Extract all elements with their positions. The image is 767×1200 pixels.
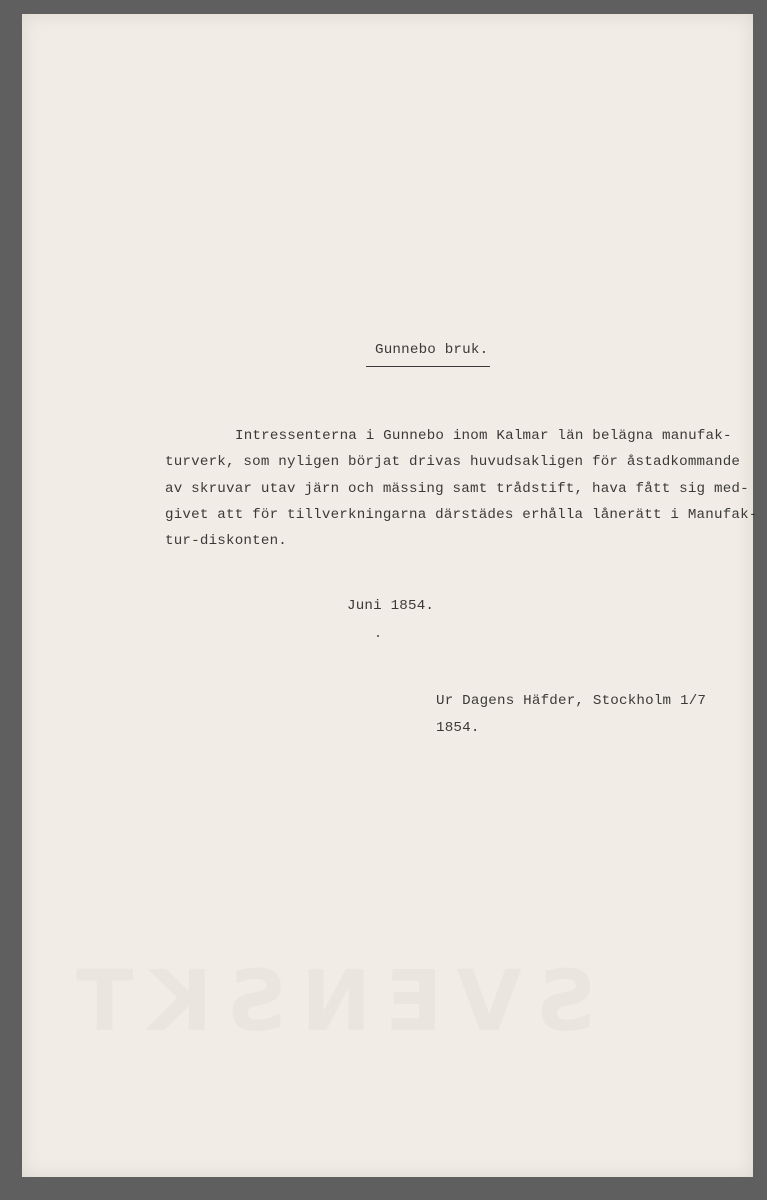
stray-mark [377,635,379,637]
source-line: Ur Dagens Häfder, Stockholm 1/7 [436,693,707,709]
source-line: 1854. [436,719,480,736]
title-underline [366,366,490,367]
body-line: turverk, som nyligen börjat drivas huvudsakligen för åstadkommande [165,454,741,471]
document-title: Gunnebo bruk. [375,342,489,358]
document-date: Juni 1854. [347,598,435,614]
document-page [22,14,753,1177]
body-line: tur-diskonten. [165,533,287,550]
body-line: av skruvar utav järn och mässing samt trådstift, hava fått sig med- [165,480,749,497]
source-citation [436,688,706,741]
body-line: givet att för tillverkningarna därstädes erhålla lånerätt i Manufak- [165,506,758,523]
bleed-through-watermark: SVENSKT [62,952,597,1050]
body-line: Intressenterna i Gunnebo inom Kalmar län belägna manufak- [235,428,732,444]
body-paragraph [165,423,758,554]
